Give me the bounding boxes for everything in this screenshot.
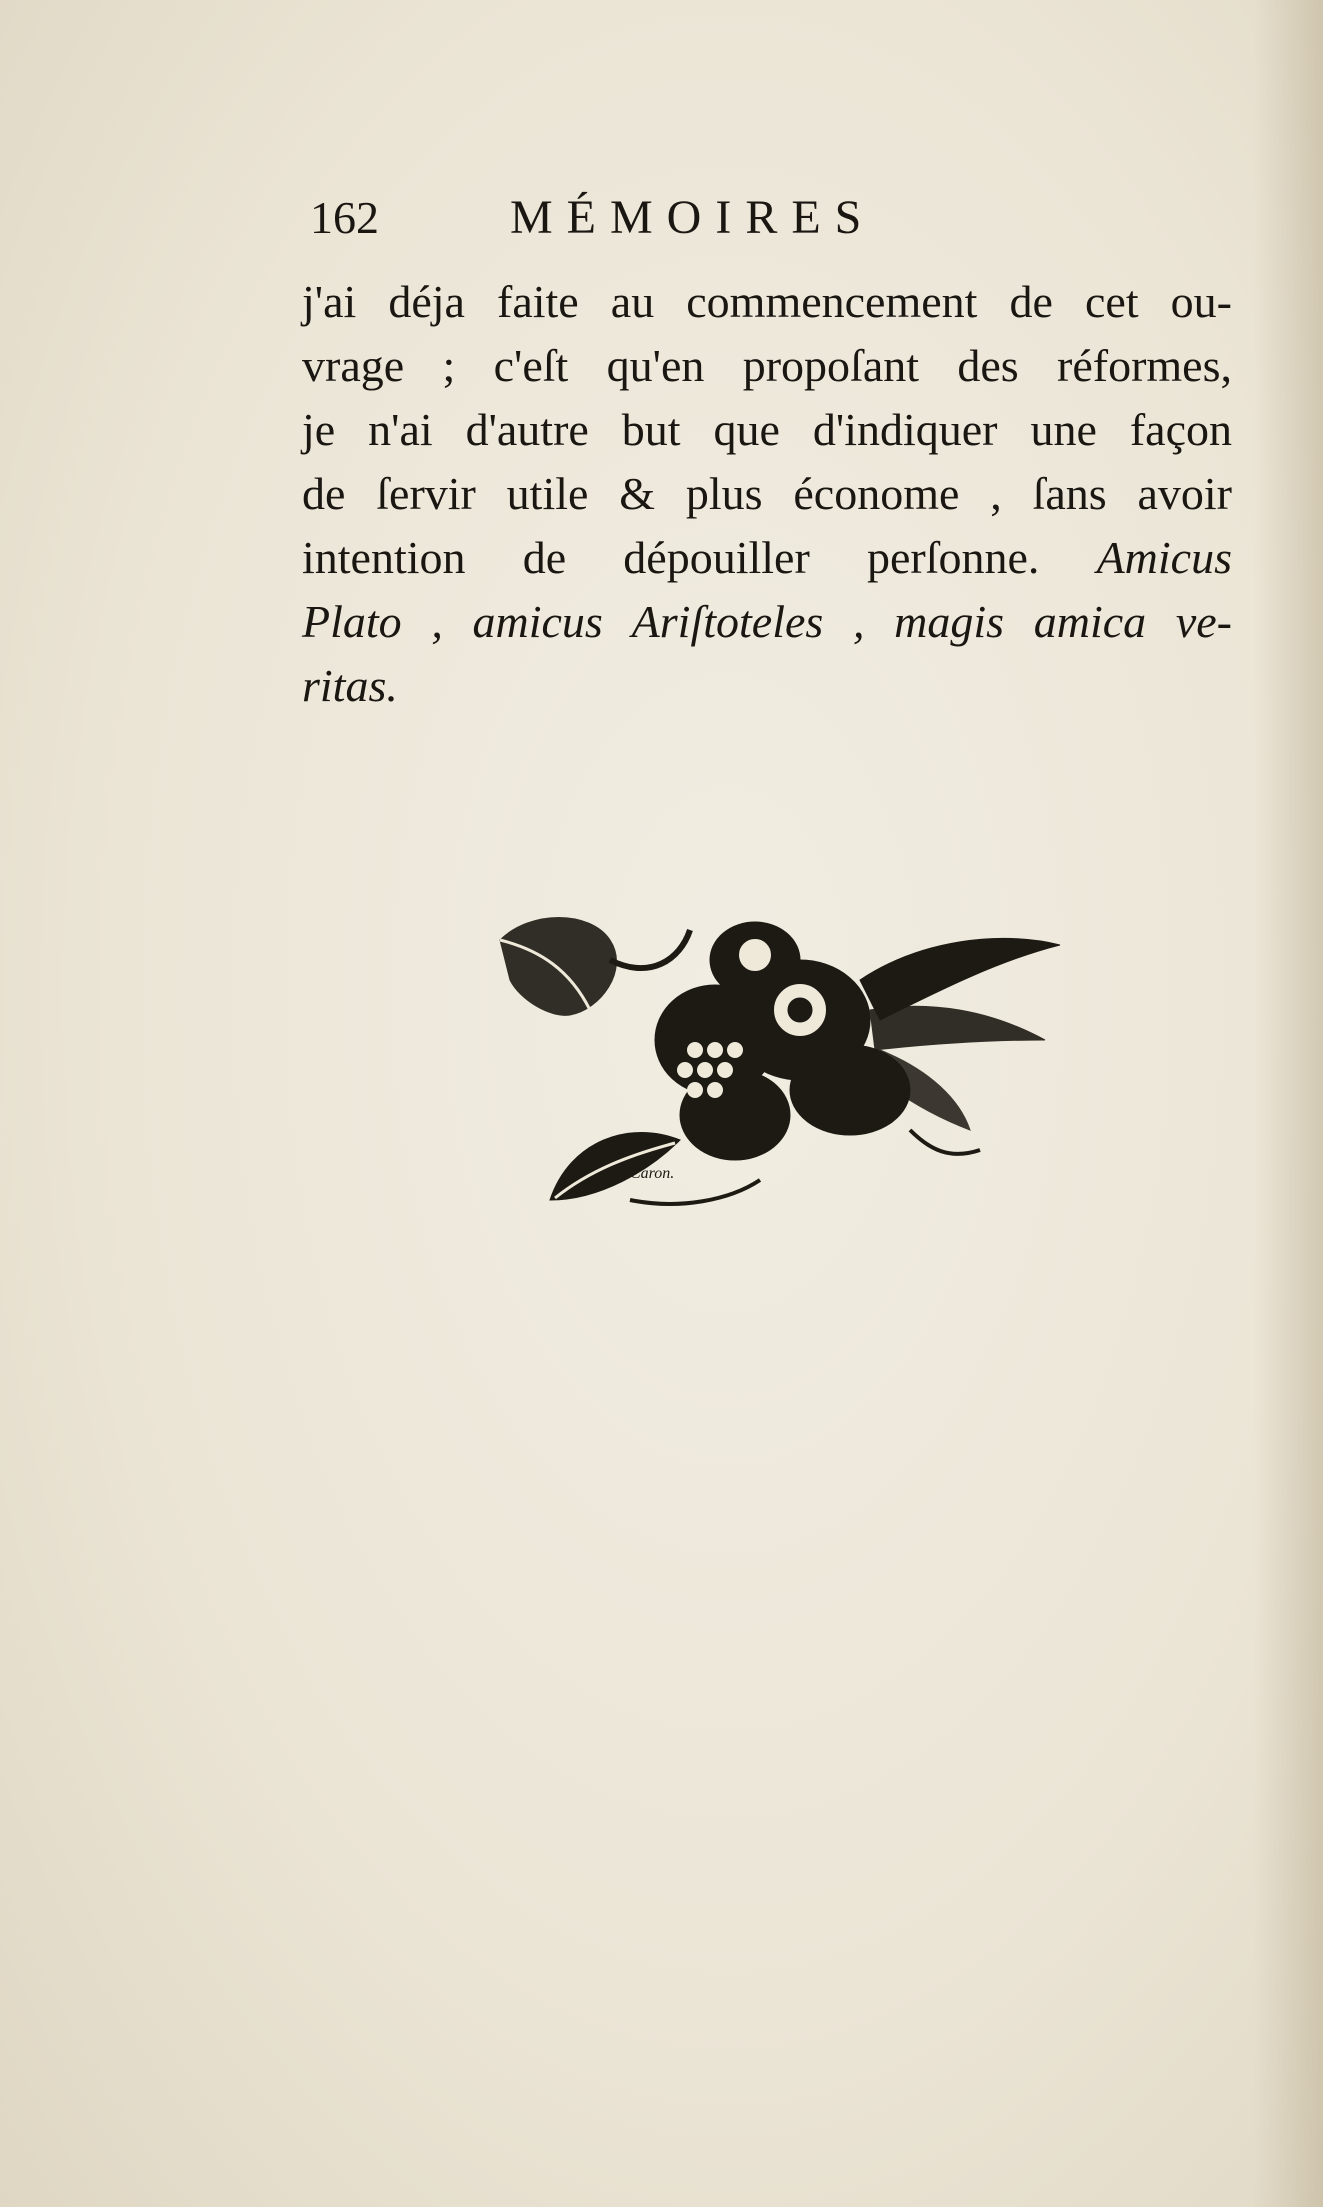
text-line-2: vrage ; c'eſt qu'en propoſant des réformes, <box>302 340 1232 391</box>
text-line-5 <box>302 526 1232 590</box>
text-line-3: je n'ai d'autre but que d'indiquer une façon <box>302 404 1232 455</box>
body-text <box>302 270 1232 718</box>
engraver-signature: Caron. <box>630 1165 675 1182</box>
latin-quote-end: ritas. <box>302 660 398 711</box>
latin-quote-start: Amicus <box>1096 532 1232 583</box>
running-title: MÉMOIRES <box>510 191 876 244</box>
page-number: 162 <box>310 192 379 243</box>
page-header <box>310 190 1070 245</box>
latin-quote-middle: Plato , amicus Ariſtoteles , magis amica ve- <box>302 596 1232 647</box>
text-line-5-roman: intention de dépouiller perſonne. <box>302 532 1040 583</box>
text-line-7 <box>302 654 1232 718</box>
text-line-1: j'ai déja faite au commencement de cet ou- <box>302 276 1232 327</box>
floral-vignette-icon <box>480 900 1070 1230</box>
text-line-4: de ſervir utile & plus économe , ſans avoir <box>302 468 1232 519</box>
text-line-6 <box>302 590 1232 654</box>
